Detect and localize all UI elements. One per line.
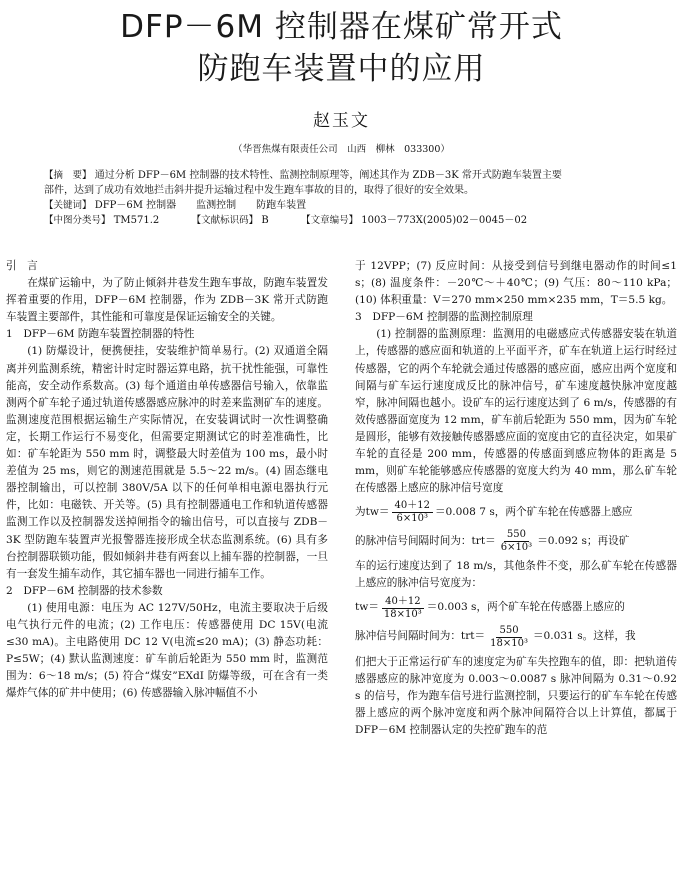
formula-3-lhs: tw＝ (355, 601, 379, 614)
article-value: 1003－773X(2005)02－0045－02 (361, 215, 528, 226)
doc-tag: 【文献标识码】 (191, 215, 259, 226)
article-tag: 【文章编号】 (301, 215, 359, 226)
formula-1 (355, 500, 677, 525)
formula-4-numerator: 550 (496, 625, 521, 638)
conclusion-paragraph: 们把大于正常运行矿车的速度定为矿车失控跑车的值，即：把轨道传感器感应的脉冲宽度为 0.003～0.0087 s 脉冲间隔为 0.31～0.92 s 的信号，作为跑车信号进行监测控制，只要运行的矿车车轮在传感器上感应的两个脉冲宽度和两个脉冲间隔符合以上计算值，都属于 DFP－6M 控制器认定的失控矿跑车的范 (355, 655, 677, 736)
section-3-paragraph: (1) 控制器的监测原理：监测用的电磁感应式传感器安装在轨道上，传感器的感应面和轨道的上平面平齐，矿车在轨道上运行时经过传感器，它的两个车轮就会通过传感器的感应面，感应出两个宽度和间隔与矿车运行速度成反比的脉冲信号，矿车速度越快脉冲宽度越窄，脉冲间隔也越小。设矿车的运行速度达到了 6 m/s，传感器的有效传感器面宽度为 12 mm，矿车前后轮距为 550 mm，因为矿车轮是圆形，能够有效接触传感器感应面的宽度由它的直径决定，如果矿车轮的直径是 200 mm，传感器的传感面到感应物体的距离是 5 mm，则矿车轮能够感应传感器的宽度大约为 40 mm，那么矿车轮在传感器上感应的脉冲信号宽度 (355, 328, 677, 495)
keywords-row (44, 198, 644, 213)
cls-value: TM571.2 (113, 215, 160, 226)
title-line-2: 防跑车装置中的应用 (197, 51, 486, 87)
formula-4-fraction (487, 625, 531, 650)
params-continued: 于 12VPP；(7) 反应时间：从接受到信号到继电器动作的时间≤1 s；(8) 温度条件：－20℃～＋40℃；(9) 气压：80～110 kPa；(10) 体积重量：V＝270 mm×250 mm×235 mm，T＝5.5 kg。 (355, 260, 677, 307)
formula-1-rhs: ＝0.008 7 s，两个矿车轮在传感器上感应 (434, 506, 633, 519)
formula-3-numerator: 40＋12 (382, 596, 423, 609)
formula-3-fraction (381, 596, 425, 621)
abstract-row-2 (44, 183, 644, 198)
intro-paragraph: 在煤矿运输中，为了防止倾斜井巷发生跑车事故，防跑车装置发挥着重要的作用，DFP－6M 控制器，作为 ZDB－3K 常开式防跑车装置主要部件，其性能和可靠度是保证运输安全的关键。 (6, 277, 328, 324)
formula-4-lhs: 脉冲信号间隔时间为：trt＝ (355, 630, 486, 643)
section-1-heading: 1 DFP－6M 防跑车装置控制器的特性 (6, 328, 195, 341)
right-column (355, 258, 677, 739)
section-2-paragraph: (1) 使用电源：电压为 AC 127V/50Hz，电流主要取决于后级电气执行元件的电流；(2) 工作电压：传感器使用 DC 15V(电流≤30 mA)。主电路使用 DC 12 V(电流≤20 mA)；(3) 静态功耗：P≤5W；(4) 默认监测速度：矿车前后轮距为 550 mm 时，监测范围为：6～18 m/s；(5) 符合“煤安”EXdI 防爆等级，可在含有一类爆炸气体的矿井中使用；(6) 传感器输入脉冲幅值不小 (6, 601, 328, 700)
formula-4-rhs: ＝0.031 s。这样，我 (532, 630, 636, 643)
keywords-tag: 【关键词】 (44, 200, 92, 211)
formula-3-rhs: ＝0.003 s，两个矿车轮在传感器上感应的 (426, 601, 625, 614)
doc-value: B (261, 215, 269, 226)
title-line-1: DFP－6M 控制器在煤矿常开式 (120, 9, 563, 45)
section-1-paragraph: (1) 防爆设计，便携便挂，安装维护简单易行。(2) 双通道全隔离并列监测系统，精密计时定时器运算电路，抗干扰性能强，可靠性能高，安全动作系数高。(3) 每个通道由单传感器信号输入，依靠监测两个矿车轮子通过轨道传感器感应脉冲的时差来监测矿车的速度。监测速度范围根据运输生产实际情况，在安装调试时一次性调整确定，长期工作运行不易变化，但需要定期测试它的时差准确性，比如：矿车轮距为 550 mm 时，调整最大时差值为 100 ms，最小时差值为 25 ms，则它的测速范围就是 5.5～22 m/s。(4) 固态继电器控制输出，可以控制 380V/5A 以下的任何单相电源电器执行元件，比如：电磁铁、开关等。(5) 具有控制器通电工作和轨道传感器监测工作以及控制器发送掉闸指令的输出信号，可以直接与 ZDB－3K 型防跑车装置声光报警器连接形成全状态监测系统。(6) 具有多台控制器联锁功能，假如倾斜井巷有两套以上捕车器的控制器，一旦有一套发生捕车动作，其它捕车器也一同进行捕车工作。 (6, 345, 328, 580)
formula-2-denominator: 6×10³ (500, 542, 533, 554)
abstract-text-2: 部件，达到了成功有效地拦击斜井提升运输过程中发生跑车事故的目的，取得了很好的安全效果。 (44, 185, 474, 196)
author-name: 赵玉文 (313, 111, 370, 131)
classification-row (44, 213, 644, 228)
abstract-tag: 【摘 要】 (44, 170, 92, 181)
article-meta (44, 168, 644, 228)
speed-paragraph: 车的运行速度达到了 18 m/s，其他条件不变，那么矿车轮在传感器上感应的脉冲信号宽度为： (355, 560, 677, 590)
section-intro-heading: 引 言 (6, 260, 38, 272)
formula-1-numerator: 40＋12 (392, 500, 433, 513)
formula-1-denominator: 6×10³ (396, 513, 428, 525)
formula-4-denominator: 18×10³ (490, 637, 528, 649)
paper-title (0, 6, 683, 90)
cls-tag: 【中图分类号】 (44, 215, 111, 226)
left-column (6, 258, 328, 702)
formula-4 (355, 625, 677, 650)
section-2-heading: 2 DFP－6M 控制器的技术参数 (6, 584, 163, 597)
formula-2-rhs: ＝0.092 s；再设矿 (537, 535, 630, 548)
formula-1-lhs: 为tw＝ (355, 506, 390, 519)
keywords: DFP－6M 控制器 监测控制 防跑车装置 (94, 200, 307, 211)
formula-2-fraction (498, 529, 535, 554)
formula-3 (355, 596, 677, 621)
formula-2 (355, 529, 677, 554)
abstract-text-1: 通过分析 DFP－6M 控制器的技术特性、监测控制原理等，阐述其作为 ZDB－3K 常开式防跑车装置主要 (94, 170, 562, 181)
formula-3-denominator: 18×10³ (383, 608, 422, 620)
affiliation: （华晋焦煤有限责任公司 山西 柳林 033300） (233, 144, 450, 155)
formula-2-lhs: 的脉冲信号间隔时间为：trt＝ (355, 535, 496, 548)
formula-2-numerator: 550 (504, 529, 529, 542)
abstract-row (44, 168, 644, 183)
formula-1-fraction (392, 500, 433, 525)
section-3-heading: 3 DFP－6M 控制器的监测控制原理 (355, 311, 533, 324)
